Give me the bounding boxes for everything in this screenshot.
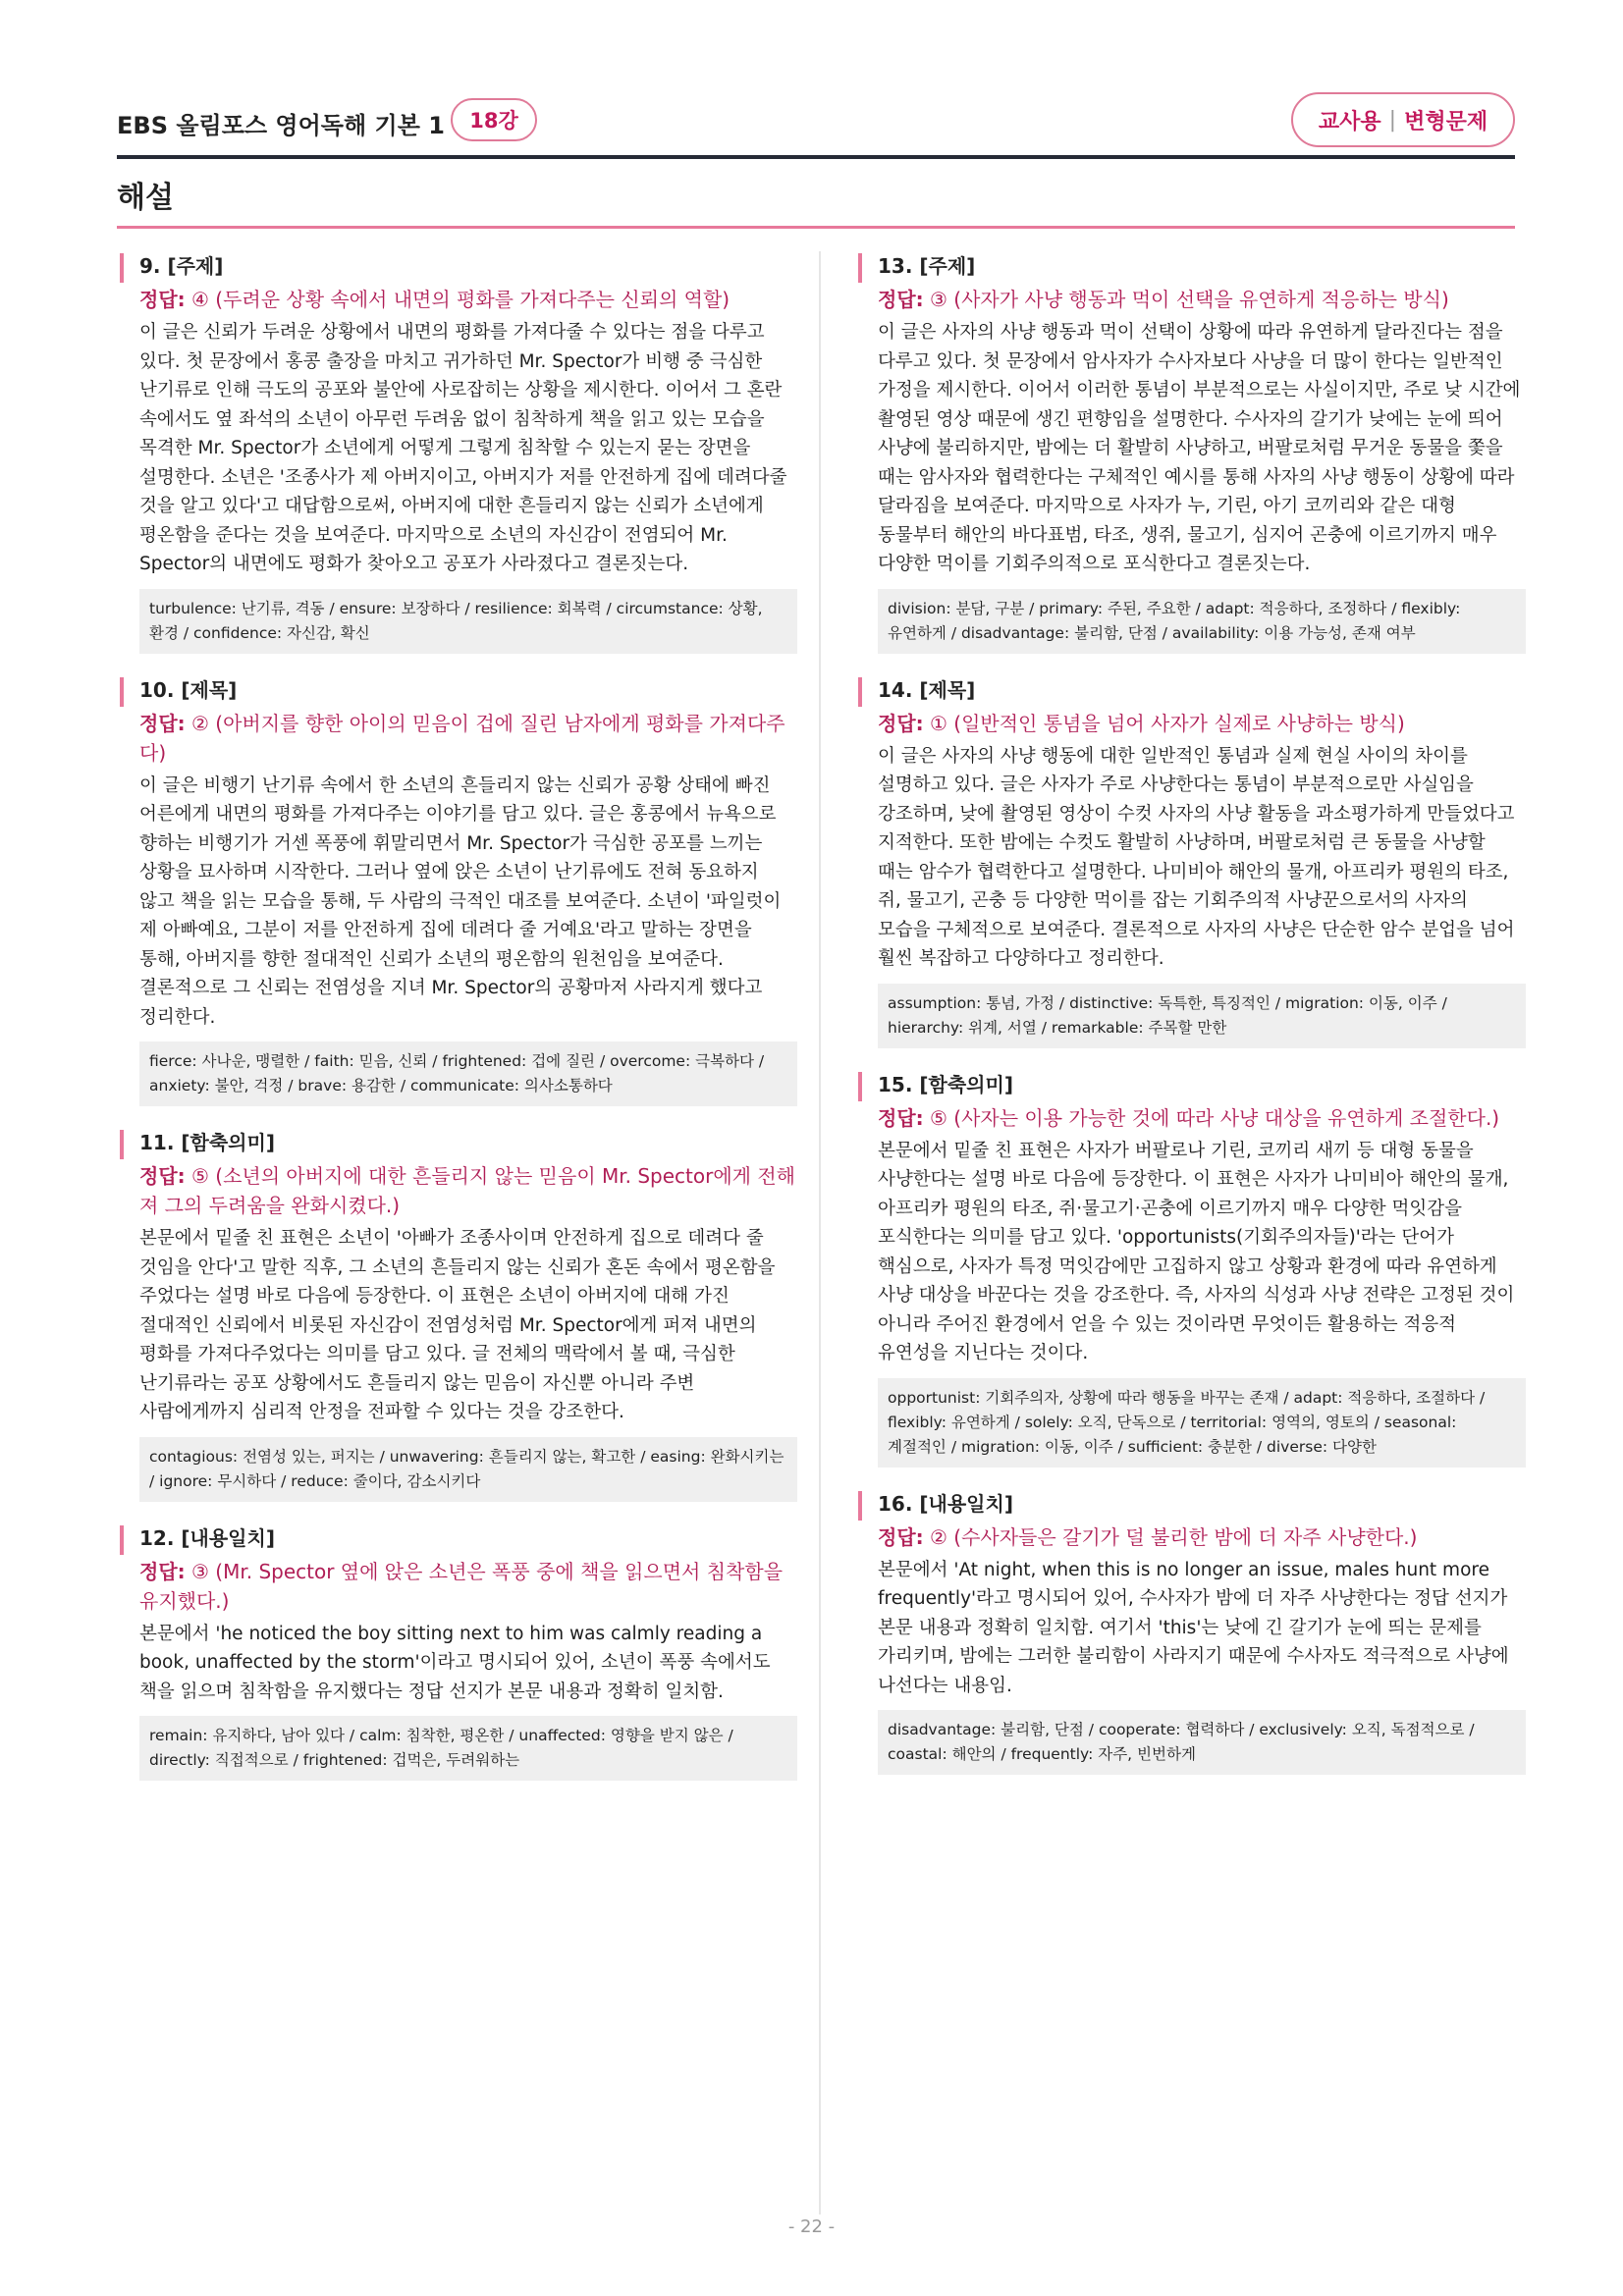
column-divider [819, 251, 821, 2215]
question-answer [878, 285, 1526, 314]
question-answer [139, 1557, 797, 1616]
question-explanation: 본문에서 'he noticed the boy sitting next to him was calmly reading a book, unaffected by the storm'이라고 명시되어 있어, 소년이 폭풍 속에서도 책을 읽으며 침착함을 유지했다는 정답 선지가 본문 내용과 정확히 일치함. [139, 1623, 771, 1702]
edition-tag-variant: 변형문제 [1404, 109, 1488, 134]
answer-text: ⑤ (사자는 이용 가능한 것에 따라 사냥 대상을 유연하게 조절한다.) [930, 1105, 1500, 1130]
question-title: 9. [주제] [139, 254, 224, 278]
book-title: EBS 올림포스 영어독해 기본 1 [117, 112, 445, 139]
answer-text: ④ (두려운 상황 속에서 내면의 평화를 가져다주는 신뢰의 역할) [191, 288, 730, 311]
question-13 [858, 251, 1526, 654]
header-divider [117, 155, 1515, 159]
question-answer [878, 709, 1526, 738]
answer-text: ② (수사자들은 갈기가 덜 불리한 밤에 더 자주 사냥한다.) [930, 1524, 1418, 1549]
answer-label: 정답: [139, 288, 186, 311]
question-explanation: 이 글은 비행기 난기류 속에서 한 소년의 흔들리지 않는 신뢰가 공황 상태에 빠진 어른에게 내면의 평화를 가져다주는 이야기를 담고 있다. 글은 홍콩에서 뉴욕으로 향하는 비행기가 거센 폭풍에 휘말리면서 Mr. Spector가 극심한 공포를 느끼는 상황을 묘사하며 시작한다. 그러나 옆에 앉은 소년이 난기류에도 전혀 동요하지 않고 책을 읽는 모습을 통해, 두 사람의 극적인 대조를 보여준다. 소년이 '파일럿이 제 아빠예요, 그분이 저를 안전하게 집에 데려다 줄 거예요'라고 말하는 장면을 통해, 아버지를 향한 절대적인 신뢰가 소년의 평온함의 원천임을 보여준다. 결론적으로 그 신뢰는 전염성을 지녀 Mr. Spector의 공황마저 사라지게 했다고 정리한다. [139, 774, 782, 1028]
right-column [858, 251, 1526, 1796]
answer-text: ③ (Mr. Spector 옆에 앉은 소년은 폭풍 중에 책을 읽으면서 침착함을 유지했다.) [139, 1559, 784, 1613]
vocabulary-box: contagious: 전염성 있는, 퍼지는 / unwavering: 흔들리지 않는, 확고한 / easing: 완화시키는 / ignore: 무시하다 / reduce: 줄이다, 감소시키다 [139, 1437, 797, 1502]
question-title: 13. [주제] [878, 254, 976, 278]
question-12 [120, 1523, 797, 1782]
answer-label: 정답: [139, 1164, 186, 1188]
question-title: 11. [함축의미] [139, 1131, 275, 1154]
question-explanation: 이 글은 사자의 사냥 행동과 먹이 선택이 상황에 따라 유연하게 달라진다는 점을 다루고 있다. 첫 문장에서 암사자가 수사자보다 사냥을 더 많이 한다는 일반적인 가정을 제시한다. 이어서 이러한 통념이 부분적으로는 사실이지만, 주로 낮 시간에 촬영된 영상 때문에 생긴 편향임을 설명한다. 수사자의 갈기가 낮에는 눈에 띄어 사냥에 불리하지만, 밤에는 더 활발히 사냥하고, 버팔로처럼 무거운 동물을 쫓을 때는 암사자와 협력한다는 구체적인 예시를 통해 사자의 사냥 행동이 상황에 따라 달라짐을 보여준다. 마지막으로 사자가 누, 기린, 아기 코끼리와 같은 대형 동물부터 해안의 바다표범, 타조, 생쥐, 물고기, 심지어 곤충에 이르기까지 매우 다양한 먹이를 기회주의적으로 포식한다고 결론짓는다. [878, 322, 1521, 574]
vocabulary-box: assumption: 통념, 가정 / distinctive: 독특한, 특징적인 / migration: 이동, 이주 / hierarchy: 위계, 서열 / remarkable: 주목할 만한 [878, 984, 1526, 1048]
question-explanation: 본문에서 밑줄 친 표현은 소년이 '아빠가 조종사이며 안전하게 집으로 데려다 줄 것임을 안다'고 말한 직후, 그 소년의 흔들리지 않는 신뢰가 혼돈 속에서 평온함을 주었다는 설명 바로 다음에 등장한다. 이 표현은 소년이 아버지에 대해 가진 절대적인 신뢰에서 비롯된 자신감이 전염성처럼 Mr. Spector에게 퍼져 내면의 평화를 가져다주었다는 의미를 담고 있다. 글 전체의 맥락에서 볼 때, 극심한 난기류라는 공포 상황에서도 흔들리지 않는 믿음이 자신뿐 아니라 주변 사람에게까지 심리적 안정을 전파할 수 있다는 것을 강조한다. [139, 1228, 776, 1422]
question-explanation: 이 글은 사자의 사냥 행동에 대한 일반적인 통념과 실제 현실 사이의 차이를 설명하고 있다. 글은 사자가 주로 사냥한다는 통념이 부분적으로만 사실임을 강조하며, 낮에 촬영된 영상이 수컷 사자의 사냥 활동을 과소평가하게 만들었다고 지적한다. 또한 밤에는 수컷도 활발히 사냥하며, 버팔로처럼 큰 동물을 사냥할 때는 암수가 협력한다고 설명한다. 나미비아 해안의 물개, 아프리카 평원의 타조, 쥐, 물고기, 곤충 등 다양한 먹이를 잡는 기회주의적 사냥꾼으로서의 사자의 모습을 구체적으로 보여준다. 결론적으로 사자의 사냥은 단순한 암수 분업을 넘어 훨씬 복잡하고 다양하다고 정리한다. [878, 745, 1515, 969]
question-title: 10. [제목] [139, 677, 238, 702]
question-explanation: 본문에서 밑줄 친 표현은 사자가 버팔로나 기린, 코끼리 새끼 등 대형 동물을 사냥한다는 설명 바로 다음에 등장한다. 이 표현은 사자가 나미비아 해안의 물개, 아프리카 평원의 타조, 쥐·물고기·곤충에 이르기까지 매우 다양한 먹잇감을 포식한다는 의미를 담고 있다. 'opportunists(기회주의자들)'라는 단어가 핵심으로, 사자가 특정 먹잇감에만 고집하지 않고 상황과 환경에 따라 유연하게 사냥 대상을 바꾼다는 것을 강조한다. 즉, 사자의 식성과 사냥 전략은 고정된 것이 아니라 주어진 환경에서 얻을 수 있는 것이라면 무엇이든 활용하는 적응적 유연성을 지닌다는 것이다. [878, 1140, 1515, 1363]
question-explanation: 본문에서 'At night, when this is no longer an issue, males hunt more frequently'라고 명시되어 있어, 수사자가 밤에 더 자주 사냥한다는 정답 선지가 본문 내용과 정확히 일치함. 여기서 'this'는 낮에 긴 갈기가 눈에 띄는 문제를 가리키며, 밤에는 그러한 불리함이 사라지기 때문에 수사자도 적극적으로 사냥에 나선다는 내용임. [878, 1559, 1509, 1696]
vocabulary-box: division: 분담, 구분 / primary: 주된, 주요한 / adapt: 적응하다, 조정하다 / flexibly: 유연하게 / disadvantage: 불리함, 단점 / availability: 이용 가능성, 존재 여부 [878, 589, 1526, 654]
section-title: 해설 [117, 181, 174, 215]
answer-text: ② (아버지를 향한 아이의 믿음이 겁에 질린 남자에게 평화를 가져다주다) [139, 711, 785, 765]
page-number: - 22 - [787, 2216, 836, 2237]
edition-tag [1291, 92, 1515, 147]
question-15 [858, 1070, 1526, 1468]
question-answer [139, 709, 797, 768]
answer-label: 정답: [139, 711, 186, 735]
question-10 [120, 675, 797, 1107]
question-9 [120, 251, 797, 654]
question-answer [878, 1103, 1526, 1133]
left-column [120, 251, 797, 1802]
answer-text: ① (일반적인 통념을 넘어 사자가 실제로 사냥하는 방식) [930, 711, 1405, 735]
section-divider [117, 226, 1515, 229]
question-answer [139, 1161, 797, 1220]
lesson-badge: 18강 [451, 98, 537, 141]
answer-label: 정답: [878, 288, 924, 311]
answer-text: ③ (사자가 사냥 행동과 먹이 선택을 유연하게 적응하는 방식) [930, 288, 1449, 311]
question-answer [878, 1522, 1526, 1552]
question-title: 16. [내용일치] [878, 1491, 1013, 1516]
vocabulary-box: disadvantage: 불리함, 단점 / cooperate: 협력하다 / exclusively: 오직, 독점적으로 / coastal: 해안의 / frequently: 자주, 빈번하게 [878, 1710, 1526, 1775]
question-11 [120, 1128, 797, 1502]
question-answer [139, 285, 797, 314]
edition-tag-separator: | [1388, 107, 1397, 133]
answer-label: 정답: [878, 711, 924, 735]
vocabulary-box: turbulence: 난기류, 격동 / ensure: 보장하다 / resilience: 회복력 / circumstance: 상황, 환경 / confidence: 자신감, 확신 [139, 589, 797, 654]
answer-label: 정답: [139, 1559, 186, 1583]
question-explanation: 이 글은 신뢰가 두려운 상황에서 내면의 평화를 가져다줄 수 있다는 점을 다루고 있다. 첫 문장에서 홍콩 출장을 마치고 귀가하던 Mr. Spector가 비행 중 극심한 난기류로 인해 극도의 공포와 불안에 사로잡히는 상황을 제시한다. 이어서 그 혼란 속에서도 옆 좌석의 소년이 아무런 두려움 없이 침착하게 책을 읽고 있는 모습을 목격한 Mr. Spector가 소년에게 어떻게 그렇게 침착할 수 있는지 묻는 장면을 설명한다. 소년은 '조종사가 제 아버지이고, 아버지가 저를 안전하게 집에 데려다줄 것을 알고 있다'고 대답함으로써, 아버지에 대한 흔들리지 않는 신뢰가 소년에게 평온함을 준다는 것을 보여준다. 마지막으로 소년의 자신감이 전염되어 Mr. Spector의 내면에도 평화가 찾아오고 공포가 사라졌다고 결론짓는다. [139, 322, 787, 574]
question-14 [858, 675, 1526, 1048]
vocabulary-box: fierce: 사나운, 맹렬한 / faith: 믿음, 신뢰 / frightened: 겁에 질린 / overcome: 극복하다 / anxiety: 불안, 걱정 / brave: 용감한 / communicate: 의사소통하다 [139, 1041, 797, 1106]
edition-tag-teacher: 교사용 [1318, 109, 1381, 134]
page-header [117, 92, 1515, 147]
question-title: 14. [제목] [878, 677, 976, 702]
question-16 [858, 1489, 1526, 1776]
answer-label: 정답: [878, 1105, 924, 1130]
vocabulary-box: opportunist: 기회주의자, 상황에 따라 행동을 바꾸는 존재 / adapt: 적응하다, 조절하다 / flexibly: 유연하게 / solely: 오직, 단독으로 / territorial: 영역의, 영토의 / seasonal: 계절적인 / migration: 이동, 이주 / sufficient: 충분한 / diverse: 다양한 [878, 1378, 1526, 1468]
vocabulary-box: remain: 유지하다, 남아 있다 / calm: 침착한, 평온한 / unaffected: 영향을 받지 않은 / directly: 직접적으로 / frightened: 겁먹은, 두려워하는 [139, 1716, 797, 1781]
answer-text: ⑤ (소년의 아버지에 대한 흔들리지 않는 믿음이 Mr. Spector에게 전해져 그의 두려움을 완화시켰다.) [139, 1164, 795, 1217]
question-title: 12. [내용일치] [139, 1525, 275, 1550]
question-title: 15. [함축의미] [878, 1072, 1013, 1096]
answer-label: 정답: [878, 1524, 924, 1549]
